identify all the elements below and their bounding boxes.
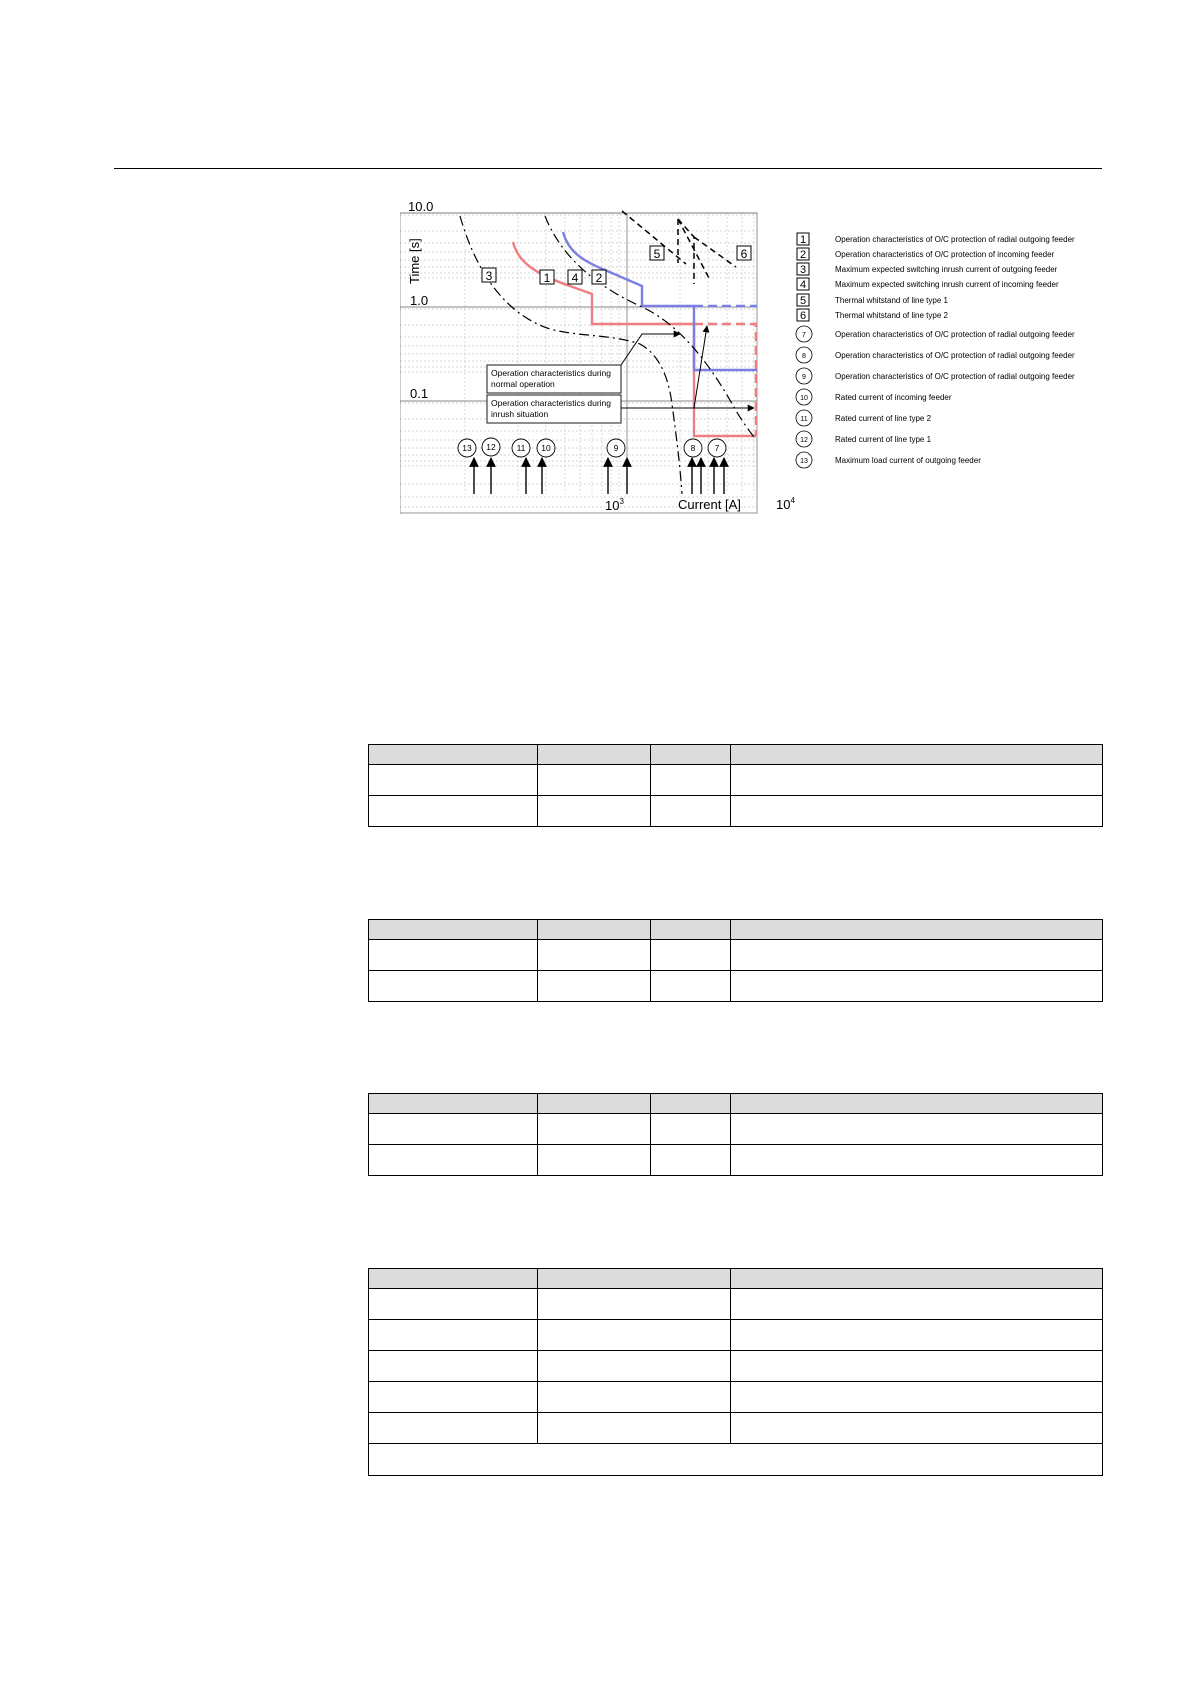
svg-text:Maximum expected switching inr: Maximum expected switching inrush current of incoming feeder: [835, 280, 1059, 289]
svg-text:7: 7: [802, 332, 806, 339]
svg-text:2: 2: [799, 249, 807, 261]
thermal-withstand: [622, 211, 736, 284]
x-tick-10000: $10^4$: [776, 496, 795, 512]
svg-text:normal operation: normal operation: [491, 379, 555, 389]
legend-item: [796, 431, 932, 447]
table-row: [369, 971, 1103, 1002]
svg-text:Operation characteristics duri: Operation characteristics during: [491, 368, 612, 378]
legend-item: [796, 347, 1075, 363]
coordination-chart: [400, 194, 1120, 524]
svg-text:inrush situation: inrush situation: [491, 409, 549, 419]
svg-text:13: 13: [462, 443, 472, 453]
svg-text:3: 3: [485, 269, 493, 283]
settings-table-2: [368, 919, 1103, 1002]
legend-item: [797, 278, 1059, 291]
header-rule: [114, 168, 1102, 169]
svg-text:Operation characteristics of O: Operation characteristics of O/C protection of incoming feeder: [835, 250, 1055, 259]
table-row: [369, 1382, 1103, 1413]
svg-text:Operation characteristics of O: Operation characteristics of O/C protection of radial outgoing feeder: [835, 372, 1075, 381]
table-header-row: [369, 1094, 1103, 1114]
table-row: [369, 1145, 1103, 1176]
svg-text:11: 11: [800, 416, 808, 423]
svg-text:6: 6: [740, 247, 748, 261]
svg-text:10: 10: [800, 395, 808, 402]
table-row: [369, 796, 1103, 827]
settings-table-1: [368, 744, 1103, 827]
table-row: [369, 1289, 1103, 1320]
table-header-row: [369, 1269, 1103, 1289]
svg-text:12: 12: [486, 442, 496, 452]
svg-text:Thermal whitstand of line type: Thermal whitstand of line type 2: [835, 311, 948, 320]
legend-item: [796, 410, 932, 426]
legend-item: [796, 389, 952, 405]
x-axis-label: Current [A]: [678, 497, 741, 512]
y-tick-10: 10.0: [408, 199, 434, 214]
settings-table-4: [368, 1268, 1103, 1476]
legend-item: [797, 248, 1055, 261]
curve-6-thermal-line2: [678, 219, 710, 280]
table-row: [369, 1351, 1103, 1382]
svg-text:8: 8: [802, 353, 806, 360]
svg-text:Operation characteristics of O: Operation characteristics of O/C protection of radial outgoing feeder: [835, 330, 1075, 339]
svg-text:2: 2: [595, 271, 603, 285]
table-note-row: [369, 1444, 1103, 1476]
svg-text:11: 11: [516, 443, 526, 453]
table-row: [369, 765, 1103, 796]
legend: [796, 233, 1075, 468]
svg-text:13: 13: [800, 458, 808, 465]
svg-text:Operation characteristics duri: Operation characteristics during: [491, 398, 612, 408]
svg-text:4: 4: [799, 279, 807, 291]
x-tick-1000: $10^3$: [605, 497, 624, 513]
legend-item: [797, 309, 948, 322]
callout-normal: [487, 365, 621, 393]
y-tick-1: 1.0: [410, 293, 429, 308]
y-axis-label: Time [s]: [407, 238, 422, 284]
callout-inrush: [487, 395, 621, 423]
svg-text:Rated current of line type 1: Rated current of line type 1: [835, 435, 932, 444]
settings-table-3: [368, 1093, 1103, 1176]
svg-text:3: 3: [799, 264, 807, 276]
svg-text:1: 1: [799, 234, 807, 246]
svg-text:9: 9: [802, 374, 806, 381]
legend-item: [796, 368, 1075, 384]
svg-text:6: 6: [799, 310, 807, 322]
legend-item: [796, 326, 1075, 342]
svg-text:Thermal whitstand of line type: Thermal whitstand of line type 1: [835, 296, 948, 305]
svg-text:9: 9: [613, 443, 619, 453]
legend-item: [797, 233, 1075, 246]
svg-text:Operation characteristics of O: Operation characteristics of O/C protection of radial outgoing feeder: [835, 235, 1075, 244]
svg-text:12: 12: [800, 437, 808, 444]
coordination-figure: [400, 194, 1120, 524]
table-row: [369, 1413, 1103, 1444]
table-header-row: [369, 920, 1103, 940]
svg-text:Rated current of incoming feed: Rated current of incoming feeder: [835, 393, 952, 402]
legend-item: [797, 294, 948, 307]
svg-text:Maximum expected switching inr: Maximum expected switching inrush current of outgoing feeder: [835, 265, 1058, 274]
legend-item: [797, 263, 1058, 276]
table-row: [369, 1320, 1103, 1351]
table-row: [369, 1114, 1103, 1145]
svg-text:5: 5: [799, 295, 807, 307]
table-row: [369, 940, 1103, 971]
svg-text:10: 10: [541, 443, 551, 453]
svg-text:7: 7: [714, 443, 720, 453]
svg-text:Operation characteristics of O: Operation characteristics of O/C protection of radial outgoing feeder: [835, 351, 1075, 360]
y-tick-0-1: 0.1: [410, 386, 429, 401]
legend-item: [796, 452, 981, 468]
svg-text:5: 5: [653, 247, 661, 261]
svg-text:8: 8: [690, 443, 696, 453]
plot-frame: [400, 213, 757, 513]
svg-text:4: 4: [571, 271, 579, 285]
svg-text:1: 1: [543, 271, 551, 285]
marker-arrows: [474, 458, 724, 494]
table-header-row: [369, 745, 1103, 765]
svg-text:Rated current of line type 2: Rated current of line type 2: [835, 414, 932, 423]
svg-text:Maximum load current of outgoi: Maximum load current of outgoing feeder: [835, 456, 981, 465]
